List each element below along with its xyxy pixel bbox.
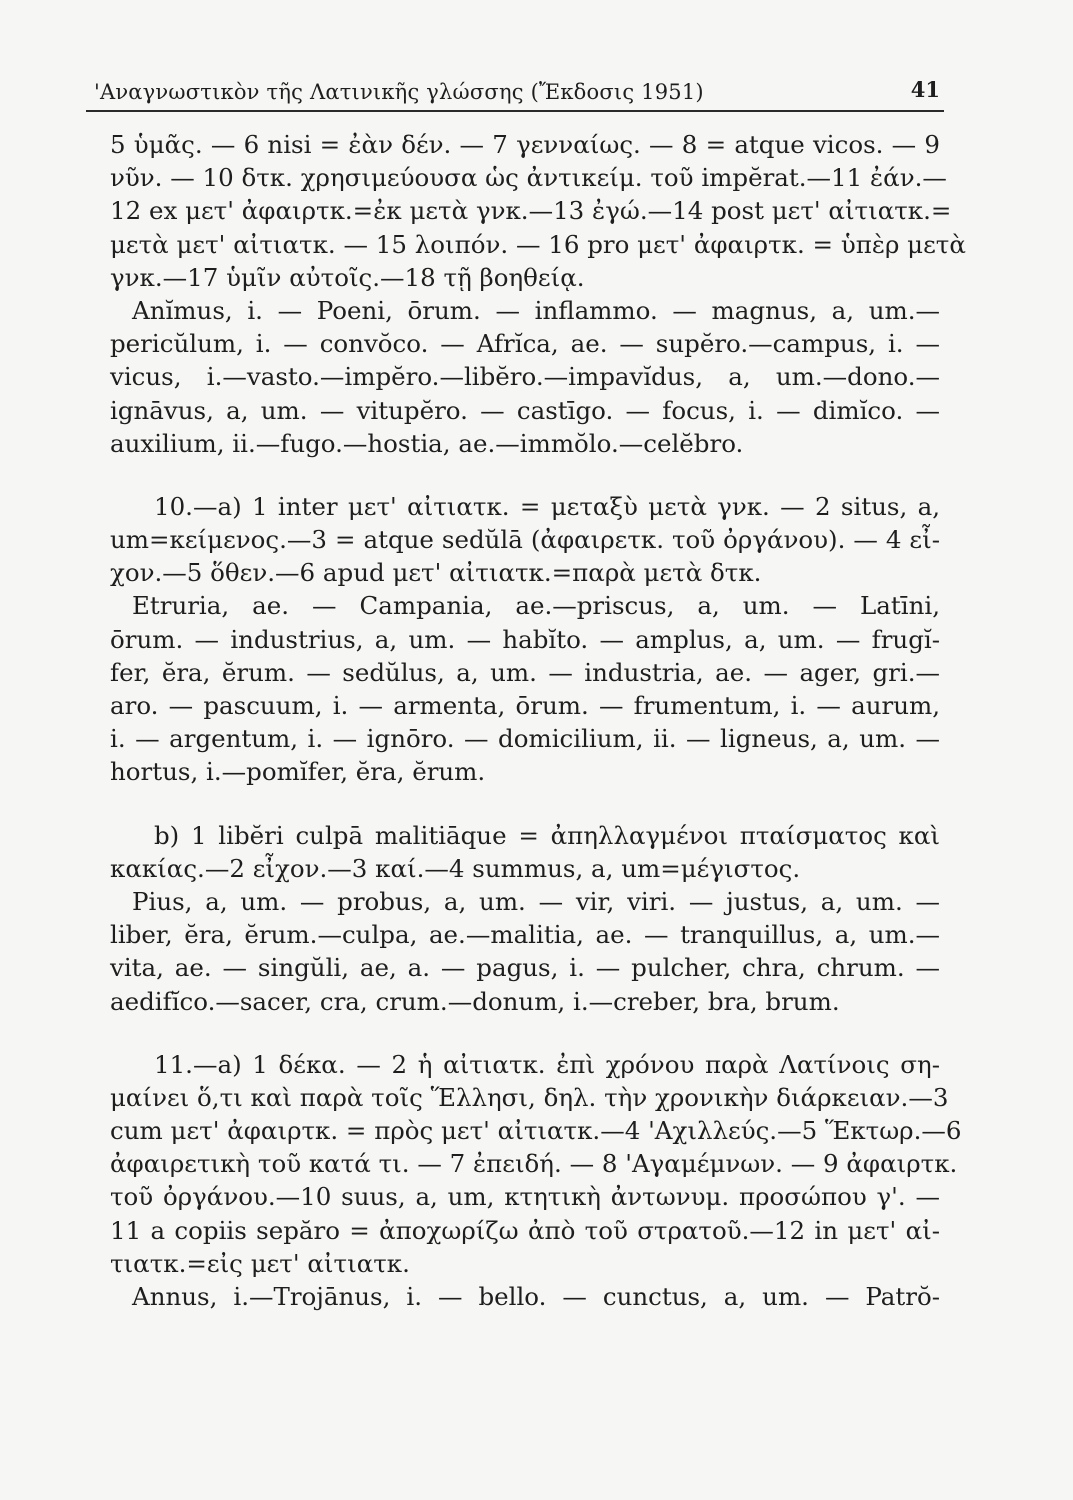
text-line: κακίας.—2 εἶχον.—3 καί.—4 summus, a, um=μέγιστος. bbox=[110, 853, 801, 883]
text-line: fer, ĕra, ĕrum. — sedŭlus, a, um. — industria, ae. — ager, gri.— bbox=[110, 657, 940, 687]
section-gap bbox=[110, 1018, 940, 1048]
text-line: vita, ae. — singŭli, ae, a. — pagus, i. — pulcher, chra, chrum. — bbox=[110, 953, 940, 983]
running-header bbox=[86, 70, 944, 112]
text-line: aedifĭco.—sacer, cra, crum.—donum, i.—creber, bra, brum. bbox=[110, 986, 840, 1016]
text-line: 11.—a) 1 δέκα. — 2 ἡ αἰτιατκ. ἐπὶ χρόνου παρὰ Λατίνοις ση- bbox=[154, 1049, 940, 1079]
notes-paragraph bbox=[110, 819, 940, 885]
text-line: hortus, i.—pomĭfer, ĕra, ĕrum. bbox=[110, 757, 486, 787]
vocabulary-paragraph bbox=[110, 589, 940, 788]
text-line: pericŭlum, i. — convŏco. — Afrĭca, ae. — supĕro.—campus, i. — bbox=[110, 329, 940, 359]
notes-paragraph bbox=[110, 128, 966, 294]
text-line: 10.—a) 1 inter μετ' αἰτιατκ. = μεταξὺ μετὰ γνκ. — 2 situs, a, bbox=[154, 491, 940, 521]
text-line: liber, ĕra, ĕrum.—culpa, ae.—malitia, ae. — tranquillus, a, um.— bbox=[110, 920, 940, 950]
page-body bbox=[110, 128, 966, 1313]
vocabulary-paragraph bbox=[110, 1280, 940, 1313]
text-line: aro. — pascuum, i. — armenta, ōrum. — frumentum, i. — aurum, bbox=[110, 691, 940, 720]
text-line: Pius, a, um. — probus, a, um. — vir, viri. — justus, a, um. — bbox=[132, 886, 940, 916]
text-line: μαίνει ὅ,τι καὶ παρὰ τοῖς Ἕλλησι, δηλ. τὴν χρονικὴν διάρκειαν.—3 bbox=[110, 1082, 949, 1112]
vocabulary-paragraph bbox=[110, 885, 940, 1018]
text-line: ignāvus, a, um. — vitupĕro. — castīgo. — focus, i. — dimĭco. — bbox=[110, 395, 940, 425]
text-line: χον.—5 ὅθεν.—6 apud μετ' αἰτιατκ.=παρὰ μετὰ δτκ. bbox=[110, 558, 762, 588]
page-number: 41 bbox=[910, 77, 940, 102]
vocabulary-paragraph bbox=[110, 294, 940, 460]
text-line: ἀφαιρετικὴ τοῦ κατά τι. — 7 ἐπειδή. — 8 'Αγαμέμνων. — 9 ἀφαιρτκ. bbox=[110, 1149, 958, 1179]
text-line: μετὰ μετ' αἰτιατκ. — 15 λοιπόν. — 16 pro μετ' ἀφαιρτκ. = ὑπὲρ μετὰ bbox=[110, 229, 966, 259]
text-line: 5 ὑμᾶς. — 6 nisi = ἐὰν δέν. — 7 γενναίως. — 8 = atque vicos. — 9 bbox=[110, 130, 940, 159]
text-line: Anĭmus, i. — Poeni, ōrum. — inflammo. — magnus, a, um.— bbox=[132, 295, 940, 325]
text-line: τιατκ.=εἰς μετ' αἰτιατκ. bbox=[110, 1248, 410, 1278]
text-line: auxilium, ii.—fugo.—hostia, ae.—immŏlo.—celĕbro. bbox=[110, 428, 744, 458]
text-line: νῦν. — 10 δτκ. χρησιμεύουσα ὡς ἀντικείμ. τοῦ impĕrat.—11 ἐάν.— bbox=[110, 163, 947, 193]
text-line: ōrum. — industrius, a, um. — habĭto. — amplus, a, um. — frugĭ- bbox=[110, 624, 940, 654]
header-title: 'Αναγνωστικὸν τῆς Λατινικῆς γλώσσης (Ἔκδοσις 1951) bbox=[94, 80, 704, 104]
text-line: τοῦ ὀργάνου.—10 suus, a, um, κτητικὴ ἀντωνυμ. προσώπου γ'. — bbox=[110, 1182, 940, 1212]
text-line: Annus, i.—Trojānus, i. — bello. — cunctus, a, um. — Patrŏ- bbox=[132, 1282, 940, 1311]
notes-paragraph bbox=[110, 1048, 962, 1280]
text-line: 11 a copiis sepăro = ἀποχωρίζω ἀπὸ τοῦ στρατοῦ.—12 in μετ' αἰ- bbox=[110, 1215, 940, 1245]
text-line: vicus, i.—vasto.—impĕro.—libĕro.—impavĭdus, a, um.—dono.— bbox=[110, 362, 940, 392]
text-line: b) 1 libĕri culpā malitiāque = ἀπηλλαγμένοι πταίσματος καὶ bbox=[154, 820, 940, 850]
text-line: γνκ.—17 ὑμῖν αὐτοῖς.—18 τῇ βοηθείᾳ. bbox=[110, 262, 585, 292]
text-line: um=κείμενος.—3 = atque sedŭlā (ἀφαιρετκ. τοῦ ὀργάνου). — 4 εἶ- bbox=[110, 525, 940, 555]
text-line: cum μετ' ἀφαιρτκ. = πρὸς μετ' αἰτιατκ.—4 'Αχιλλεύς.—5 Ἕκτωρ.—6 bbox=[110, 1116, 962, 1146]
text-line: 12 ex μετ' ἀφαιρτκ.=ἐκ μετὰ γνκ.—13 ἐγώ.—14 post μετ' αἰτιατκ.= bbox=[110, 196, 952, 226]
section-gap bbox=[110, 460, 940, 490]
text-line: Etruria, ae. — Campania, ae.—priscus, a, um. — Latīni, bbox=[132, 591, 940, 621]
notes-paragraph bbox=[110, 490, 940, 590]
text-line: i. — argentum, i. — ignōro. — domicilium, ii. — ligneus, a, um. — bbox=[110, 724, 940, 754]
section-gap bbox=[110, 789, 940, 819]
